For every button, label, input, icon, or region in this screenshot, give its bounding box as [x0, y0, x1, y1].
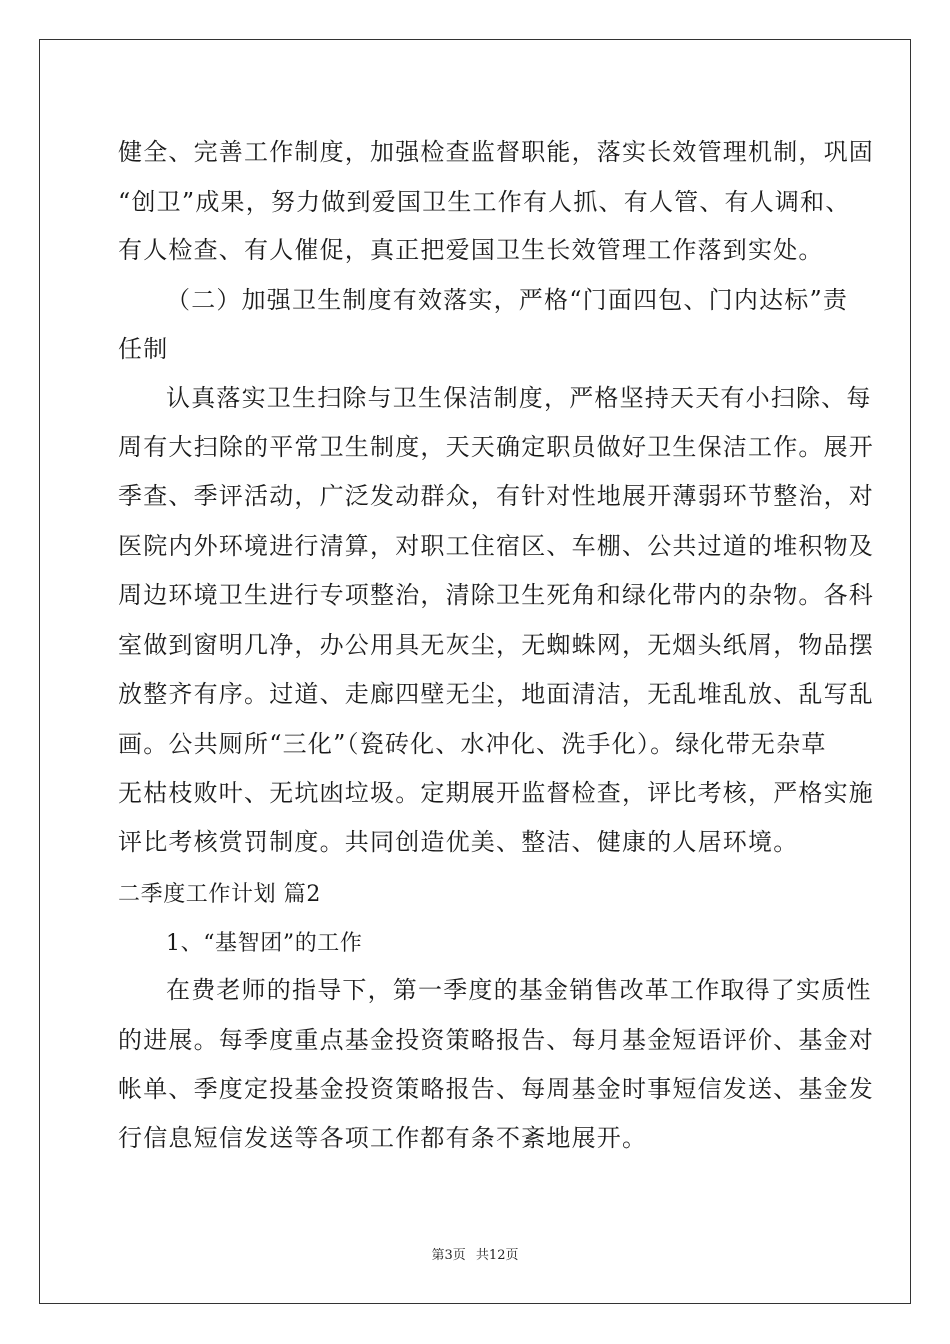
section-heading-line-1: （二）加强卫生制度有效落实，严格“门面四包、门内达标”责 — [166, 286, 849, 314]
body-line-15: 评比考核赏罚制度。共同创造优美、整洁、健康的人居环境。 — [118, 828, 799, 856]
body-line-3: 有人检查、有人催促，真正把爱国卫生长效管理工作落到实处。 — [118, 236, 824, 264]
body-line-2: “创卫”成果，努力做到爱国卫生工作有人抓、有人管、有人调和、 — [118, 188, 851, 216]
section-title: 二季度工作计划 篇2 — [118, 882, 321, 907]
body-line-11: 室做到窗明几净，办公用具无灰尘，无蜘蛛网，无烟头纸屑，物品摆 — [118, 631, 874, 659]
body-line-1: 健全、完善工作制度，加强检查监督职能，落实长效管理机制，巩固 — [118, 138, 874, 166]
body-line-13: 画。公共厕所“三化”（瓷砖化、水冲化、洗手化）。绿化带无杂草 — [118, 730, 827, 758]
body-line-21: 行信息短信发送等各项工作都有条不紊地展开。 — [118, 1124, 648, 1152]
body-line-6: 认真落实卫生扫除与卫生保洁制度，严格坚持天天有小扫除、每 — [166, 384, 872, 412]
page-number: 第3页 共12页 — [431, 1248, 519, 1263]
subsection-title: 1、“基智团”的工作 — [166, 931, 363, 956]
body-line-9: 医院内外环境进行清算，对职工住宿区、车棚、公共过道的堆积物及 — [118, 532, 874, 560]
body-line-12: 放整齐有序。过道、走廊四壁无尘，地面清洁，无乱堆乱放、乱写乱 — [118, 680, 874, 708]
body-line-7: 周有大扫除的平常卫生制度，天天确定职员做好卫生保洁工作。展开 — [118, 433, 874, 461]
body-line-14: 无枯枝败叶、无坑凼垃圾。定期展开监督检查，评比考核，严格实施 — [118, 779, 874, 807]
body-line-20: 帐单、季度定投基金投资策略报告、每周基金时事短信发送、基金发 — [118, 1075, 874, 1103]
body-line-10: 周边环境卫生进行专项整治，清除卫生死角和绿化带内的杂物。各科 — [118, 581, 874, 609]
section-heading-line-2: 任制 — [118, 335, 169, 363]
page-border — [39, 39, 911, 1304]
body-line-8: 季查、季评活动，广泛发动群众，有针对性地展开薄弱环节整治，对 — [118, 482, 874, 510]
body-line-19: 的进展。每季度重点基金投资策略报告、每月基金短语评价、基金对 — [118, 1026, 874, 1054]
body-line-18: 在费老师的指导下，第一季度的基金销售改革工作取得了实质性 — [166, 976, 872, 1004]
